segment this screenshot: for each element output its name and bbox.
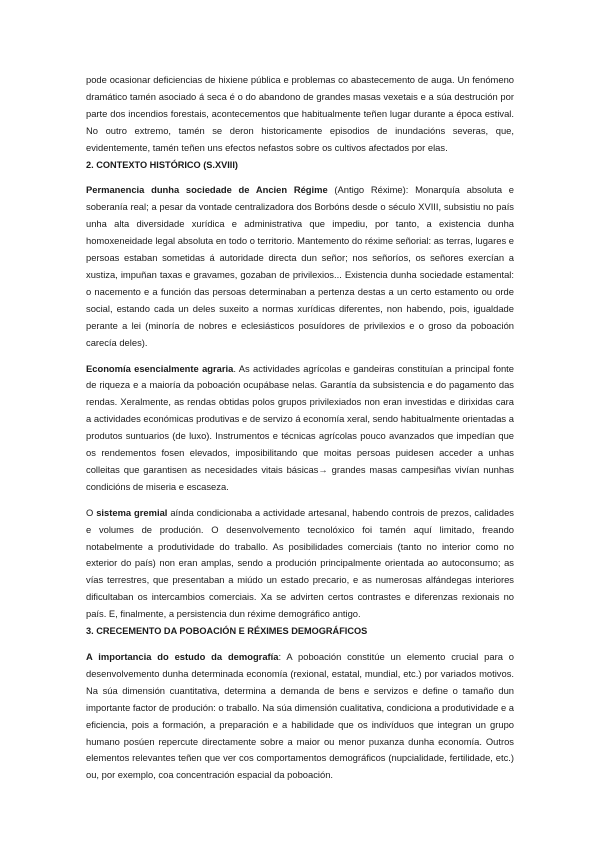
section-2-heading: 2. CONTEXTO HISTÓRICO (S.XVIII) bbox=[86, 159, 238, 170]
section-2-paragraph-3-term: sistema gremial bbox=[96, 506, 168, 518]
section-3-paragraph-1-term: A importancia do estudo da demografía bbox=[86, 651, 279, 662]
page-content bbox=[86, 72, 514, 784]
section-2-paragraph-1-text: (Antigo Réxime): Monarquía absoluta e soberanía real; a pesar da vontade centralizadora dos Borbóns desde o século XVIII, subsistiu no país unha alta diversidade xurídica e administrativa que impediu, por tanto, a existencia dunha homoxeneidade legal absoluta en todo o territorio. Mantemento do réxime señorial: as terras, lugares e persoas estaban sometidas á autoridade directa dun señor; nos señoríos, os señores exercían a xustiza, impuñan taxas e gravames, gozaban de privilexios... Existencia dunha sociedade estamental: o nacemento e a función das persoas determinaban a pertenza destas a un certo estamento ou orde social, estando cada un deles suxeito a normas xurídicas diferentes, non habendo, pois, igualdade perante a lei (minoría de nobres e eclesiásticos posuídores de privilexios e o groso da poboación carecía deles). bbox=[86, 184, 514, 348]
section-2-paragraph-2-term: Economía esencialmente agraria bbox=[86, 362, 234, 374]
section-2-paragraph-2 bbox=[86, 361, 514, 496]
section-3-paragraph-1-text: : A poboación constitúe un elemento crucial para o desenvolvemento dunha determinada economía (rexional, estatal, mundial, etc.) por variados motivos. Na súa dimensión cuantitativa, determina a demanda de bens e servizos e define o tamaño dun importante factor de produción: o traballo. Na súa dimensión cualitativa, condiciona a produtividade e a eficiencia, pois a formación, a preparación e a habilidade que os indivíduos que integran un grupo humano posúen repercute directamente sobre a maior ou menor puxanza dunha economía. Outros elementos relevantes teñen que ver cos comportamentos demográficos (nupcialidade, fertilidade, etc.) ou, por exemplo, coa concentración espacial da poboación. bbox=[86, 651, 514, 781]
section-2-paragraph-2-text: . As actividades agrícolas e gandeiras constituían a principal fonte de riqueza e a maioría da poboación ocupábase nelas. Garantía da subsistencia e do pagamento das rendas. Xeralmente, as rendas obtidas polos grupos privilexiados non eran investidas e dirixidas cara a actividades económicas produtivas e de servizo á economía xeral, sendo habitualmente orientadas a produtos suntuarios (de luxo). Instrumentos e técnicas agrícolas pouco avanzados que impedían que os rendementos fosen elevados, imposibilitando que moitas persoas puidesen acceder a unhas colleitas que garantisen as necesidades vitais básicas→ grandes masas campesiñas vivían nunhas condicións de miseria e escaseza. bbox=[86, 362, 515, 492]
intro-paragraph: pode ocasionar deficiencias de hixiene pública e problemas co abastecemento de auga. Un fenómeno dramático tamén asociado á seca é o do abandono de grandes masas vexetais e a súa destrución por parte dos incendios forestais, acontecementos que habitualmente teñen lugar durante a época estival. No outro extremo, tamén se deron historicamente episodios de inundacións severas, que, evidentemente, tamén teñen uns efectos nefastos sobre os cultivos afectados por elas. bbox=[86, 74, 514, 153]
section-2-paragraph-3-lead: O bbox=[86, 506, 97, 518]
section-2-paragraph-1 bbox=[86, 182, 514, 351]
section-3-heading: 3. CRECEMENTO DA POBOACIÓN E RÉXIMES DEMOGRÁFICOS bbox=[86, 626, 368, 637]
section-2-paragraph-3 bbox=[86, 505, 514, 623]
section-3-paragraph-1 bbox=[86, 649, 514, 784]
section-2-paragraph-3-text: aínda condicionaba a actividade artesanal, habendo controis de prezos, calidades e volumes de produción. O desenvolvemento tecnolóxico foi tamén aquí limitado, freando notabelmente a produtividade do traballo. As posibilidades comerciais (tanto no interior como no exterior do país) non eran amplas, sendo a produción principalmente orientada ao autoconsumo; as vías terrestres, que presentaban a miúdo un estado precario, e as numerosas alfándegas interiores dificultaban os intercambios comerciais. Xa se advirten certos contrastes e diferenzas rexionais no país. E, finalmente, a persistencia dun réxime demográfico antigo. bbox=[86, 506, 514, 620]
section-2-paragraph-1-term: Permanencia dunha sociedade de Ancien Régime bbox=[86, 184, 328, 196]
